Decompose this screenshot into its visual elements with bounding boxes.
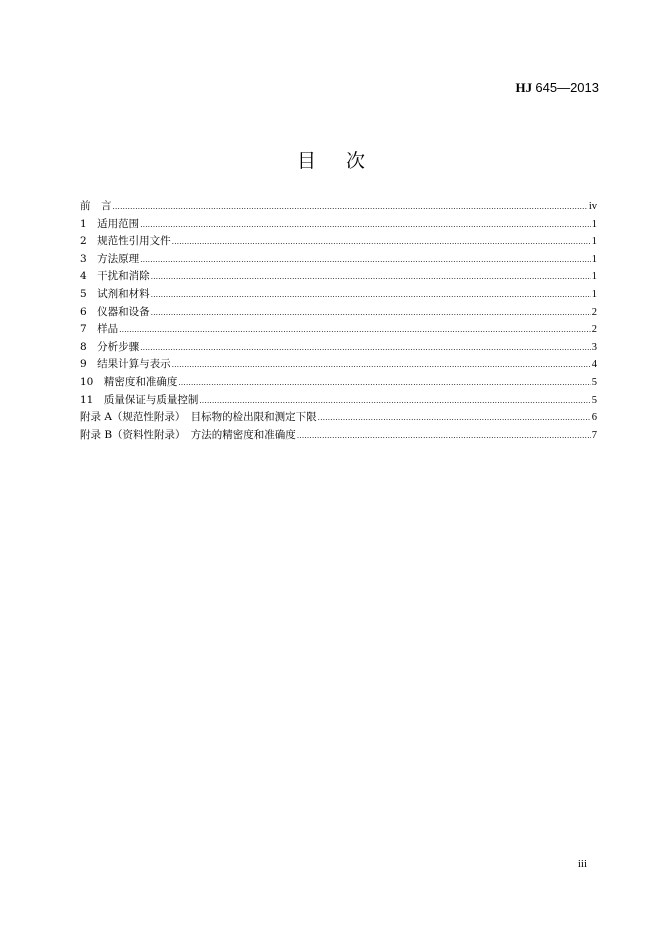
toc-entry-page: 3 <box>591 341 597 353</box>
toc-leader-dots <box>199 393 590 411</box>
table-of-contents <box>80 198 597 444</box>
toc-entry[interactable] <box>80 339 597 357</box>
toc-entry-page: 1 <box>591 236 597 248</box>
toc-entry-label: 1 适用范围 <box>80 217 140 230</box>
toc-entry[interactable] <box>80 392 597 410</box>
page-title: 目次 <box>296 150 395 172</box>
toc-entry-page: iv <box>588 201 597 212</box>
toc-leader-dots <box>119 322 591 340</box>
toc-leader-dots <box>113 199 588 217</box>
toc-entry-page: 2 <box>591 306 597 318</box>
toc-entry-label: 前 言 <box>80 200 112 212</box>
toc-entry[interactable] <box>80 356 597 374</box>
toc-leader-dots <box>151 305 591 323</box>
toc-entry-page: 2 <box>591 324 597 336</box>
toc-entry-label: 9 结果计算与表示 <box>80 358 171 371</box>
toc-entry-page: 1 <box>591 253 597 265</box>
toc-entry[interactable] <box>80 216 597 234</box>
toc-entry-page: 5 <box>591 394 597 406</box>
standard-code-number: 645—2013 <box>535 80 599 95</box>
toc-leader-dots <box>151 269 591 287</box>
toc-entry-label: 6 仪器和设备 <box>80 305 150 318</box>
toc-entry-label: 5 试剂和材料 <box>80 287 150 300</box>
toc-entry[interactable] <box>80 233 597 251</box>
toc-entry[interactable] <box>80 268 597 286</box>
toc-leader-dots <box>172 234 591 252</box>
toc-entry-label: 3 方法原理 <box>80 252 140 265</box>
toc-entry-label: 8 分析步骤 <box>80 340 140 353</box>
toc-leader-dots <box>140 340 591 358</box>
toc-entry-page: 1 <box>591 271 597 283</box>
toc-leader-dots <box>318 410 591 428</box>
toc-entry-page: 6 <box>591 412 597 424</box>
toc-entry-page: 7 <box>591 429 597 441</box>
toc-entry[interactable] <box>80 374 597 392</box>
toc-leader-dots <box>297 428 591 446</box>
page-number: iii <box>577 858 587 870</box>
toc-entry-label: 4 干扰和消除 <box>80 270 150 283</box>
toc-entry[interactable] <box>80 198 597 216</box>
toc-entry-label: 附录 A（规范性附录） 目标物的检出限和测定下限 <box>80 411 317 424</box>
toc-entry-label: 2 规范性引用文件 <box>80 235 171 248</box>
standard-code <box>516 80 600 96</box>
toc-entry[interactable] <box>80 409 597 427</box>
toc-entry[interactable] <box>80 427 597 445</box>
toc-entry[interactable] <box>80 321 597 339</box>
toc-leader-dots <box>178 375 590 393</box>
toc-entry-label: 11 质量保证与质量控制 <box>80 393 199 406</box>
toc-leader-dots <box>151 287 591 305</box>
standard-code-prefix: HJ <box>515 80 533 95</box>
toc-leader-dots <box>172 357 591 375</box>
toc-entry-label: 7 样品 <box>80 323 119 336</box>
toc-leader-dots <box>140 252 591 270</box>
toc-entry-label: 10 精密度和准确度 <box>80 375 178 388</box>
toc-entry-page: 4 <box>591 359 597 371</box>
toc-leader-dots <box>140 217 591 235</box>
toc-entry-page: 1 <box>591 218 597 230</box>
toc-entry-page: 5 <box>591 376 597 388</box>
toc-entry-page: 1 <box>591 288 597 300</box>
toc-entry[interactable] <box>80 251 597 269</box>
toc-entry[interactable] <box>80 286 597 304</box>
toc-entry-label: 附录 B（资料性附录） 方法的精密度和准确度 <box>80 428 296 441</box>
toc-entry[interactable] <box>80 304 597 322</box>
